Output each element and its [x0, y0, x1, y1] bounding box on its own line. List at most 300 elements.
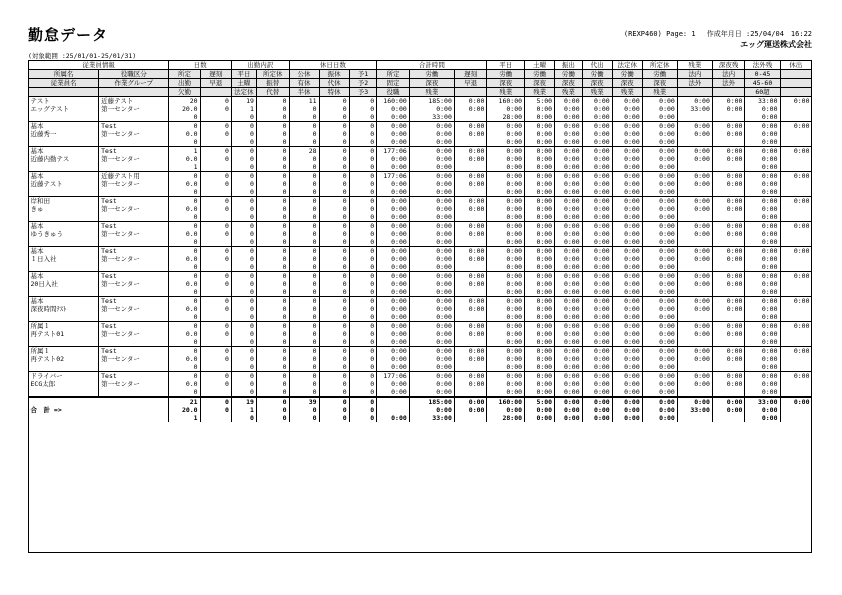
- value-cell: 0:00: [745, 355, 780, 363]
- value-cell: 0:00: [612, 113, 642, 122]
- value-cell: 0: [256, 305, 289, 313]
- value-cell: 0: [319, 288, 349, 297]
- value-cell: 0: [319, 155, 349, 163]
- value-cell: 0:00: [642, 397, 677, 406]
- value-cell: 0: [349, 238, 377, 247]
- value-cell: 0:00: [555, 255, 583, 263]
- employee-cell: 基本: [29, 222, 99, 231]
- value-cell: 0:00: [642, 313, 677, 322]
- value-cell: 0:00: [582, 338, 612, 347]
- table-row: [29, 297, 812, 306]
- value-cell: 0:00: [409, 205, 454, 213]
- value-cell: 0:00: [487, 213, 525, 222]
- value-cell: 0:00: [377, 180, 410, 188]
- group-cell: [99, 163, 169, 172]
- value-cell: 0:00: [745, 205, 780, 213]
- value-cell: 0: [200, 230, 231, 238]
- value-cell: 0: [319, 180, 349, 188]
- employee-cell: 再テスト02: [30, 355, 65, 363]
- employee-cell: [29, 138, 99, 147]
- value-cell: 0: [319, 372, 349, 381]
- header-cell: 労働: [582, 70, 612, 79]
- value-cell: 0:00: [612, 297, 642, 306]
- value-cell: 0: [231, 155, 256, 163]
- value-cell: 0: [231, 297, 256, 306]
- value-cell: 0:00: [409, 372, 454, 381]
- value-cell: 0:00: [487, 355, 525, 363]
- value-cell: 0:00: [487, 238, 525, 247]
- value-cell: [454, 388, 487, 397]
- value-cell: [454, 138, 487, 147]
- value-cell: 0:00: [555, 380, 583, 388]
- value-cell: 0:00: [377, 155, 410, 163]
- value-cell: 0:00: [555, 163, 583, 172]
- value-cell: 0:00: [555, 263, 583, 272]
- value-cell: 0:00: [745, 414, 780, 422]
- value-cell: 0:00: [487, 172, 525, 181]
- value-cell: 0: [256, 230, 289, 238]
- value-cell: 0:00: [677, 272, 712, 281]
- value-cell: [200, 263, 231, 272]
- value-cell: 0:00: [745, 313, 780, 322]
- value-cell: 0: [319, 414, 349, 422]
- value-cell: 0: [169, 313, 200, 322]
- value-cell: 0:00: [555, 363, 583, 372]
- value-cell: 0:00: [525, 363, 555, 372]
- value-cell: [200, 113, 231, 122]
- value-cell: 0: [256, 372, 289, 381]
- header-cell: 予3: [349, 88, 377, 97]
- value-cell: 0:00: [555, 347, 583, 356]
- value-cell: 0:00: [642, 338, 677, 347]
- table-row: [29, 122, 812, 131]
- value-cell: 0:00: [454, 205, 487, 213]
- value-cell: 0:00: [409, 272, 454, 281]
- header-cell: 残業: [487, 88, 525, 97]
- header-cell: 深夜: [612, 79, 642, 88]
- value-cell: 0:00: [745, 105, 780, 113]
- header-cell: 労働: [525, 70, 555, 79]
- value-cell: 0:00: [377, 205, 410, 213]
- employee-cell: [29, 238, 99, 247]
- value-cell: 0:00: [582, 197, 612, 206]
- value-cell: 0:00: [582, 105, 612, 113]
- value-cell: 0:00: [555, 397, 583, 406]
- value-cell: 0:00: [555, 113, 583, 122]
- value-cell: 0:00: [377, 388, 410, 397]
- value-cell: 0:00: [487, 180, 525, 188]
- header-cell: 60超: [745, 88, 780, 97]
- table-row: [29, 155, 812, 163]
- value-cell: 0:00: [525, 147, 555, 156]
- value-cell: 0: [319, 172, 349, 181]
- value-cell: 0:00: [409, 238, 454, 247]
- value-cell: 0:00: [377, 197, 410, 206]
- employee-cell: 基本: [29, 122, 99, 131]
- value-cell: 0: [256, 163, 289, 172]
- value-cell: [712, 238, 745, 247]
- value-cell: 0: [231, 213, 256, 222]
- value-cell: [200, 288, 231, 297]
- value-cell: 0: [256, 263, 289, 272]
- header-cell: 法定休: [231, 88, 256, 97]
- value-cell: [780, 230, 811, 238]
- employee-cell: 近藤内勤テス: [30, 155, 70, 163]
- value-cell: 0: [256, 147, 289, 156]
- value-cell: 0:00: [409, 406, 454, 414]
- value-cell: 0: [349, 388, 377, 397]
- value-cell: 0: [256, 363, 289, 372]
- target-period: (対象範囲 :25/01/01-25/01/31): [28, 52, 137, 60]
- employee-cell: 近藤テスト: [30, 180, 63, 188]
- value-cell: 0: [256, 272, 289, 281]
- value-cell: 0:00: [712, 147, 745, 156]
- value-cell: [780, 355, 811, 363]
- value-cell: 0:00: [525, 230, 555, 238]
- value-cell: 0:00: [642, 180, 677, 188]
- value-cell: 0: [256, 280, 289, 288]
- employee-cell: [29, 313, 99, 322]
- value-cell: 0:00: [487, 272, 525, 281]
- group-cell: [99, 288, 169, 297]
- header-cell: 代替: [256, 88, 289, 97]
- value-cell: 0:00: [525, 155, 555, 163]
- value-cell: [780, 213, 811, 222]
- value-cell: 0: [319, 280, 349, 288]
- group-cell: 第一センター: [99, 305, 169, 313]
- header-group-cell: 法定休: [612, 61, 642, 70]
- value-cell: 0:00: [409, 255, 454, 263]
- value-cell: 0:00: [377, 163, 410, 172]
- table-row: [29, 338, 812, 347]
- value-cell: [677, 113, 712, 122]
- table-row: [29, 372, 812, 381]
- value-cell: 11: [289, 97, 319, 106]
- value-cell: 0:00: [377, 138, 410, 147]
- value-cell: 0:00: [612, 230, 642, 238]
- value-cell: 0:00: [555, 305, 583, 313]
- value-cell: 0:00: [487, 305, 525, 313]
- value-cell: 0: [319, 355, 349, 363]
- value-cell: 0:00: [525, 406, 555, 414]
- value-cell: 0:00: [612, 322, 642, 331]
- value-cell: 0: [349, 330, 377, 338]
- value-cell: 0: [169, 372, 200, 381]
- value-cell: 0: [289, 388, 319, 397]
- table-row: [29, 347, 812, 356]
- value-cell: 0:00: [555, 188, 583, 197]
- table-row: [29, 288, 812, 297]
- value-cell: 0:00: [745, 338, 780, 347]
- group-cell: Test: [99, 347, 169, 356]
- value-cell: 0:00: [555, 355, 583, 363]
- value-cell: 0: [256, 330, 289, 338]
- value-cell: 0:00: [582, 205, 612, 213]
- value-cell: 0:00: [612, 172, 642, 181]
- value-cell: 0:00: [745, 305, 780, 313]
- header-cell: 所属名: [29, 70, 99, 79]
- value-cell: 0:00: [487, 122, 525, 131]
- value-cell: 0:00: [555, 272, 583, 281]
- value-cell: 0:00: [525, 305, 555, 313]
- value-cell: 0: [169, 138, 200, 147]
- value-cell: 0: [349, 280, 377, 288]
- value-cell: 0:00: [642, 230, 677, 238]
- value-cell: 33:00: [745, 97, 780, 106]
- value-cell: 0.0: [169, 305, 200, 313]
- value-cell: 0: [231, 163, 256, 172]
- value-cell: 0: [349, 130, 377, 138]
- value-cell: 0:00: [712, 380, 745, 388]
- value-cell: 0.0: [169, 230, 200, 238]
- value-cell: 0: [349, 297, 377, 306]
- value-cell: 0:00: [745, 363, 780, 372]
- value-cell: 0:00: [582, 172, 612, 181]
- value-cell: 0:00: [677, 130, 712, 138]
- value-cell: 0:00: [642, 238, 677, 247]
- employee-cell: [29, 113, 99, 122]
- value-cell: 0:00: [555, 388, 583, 397]
- value-cell: 0:00: [525, 297, 555, 306]
- value-cell: 0:00: [409, 363, 454, 372]
- value-cell: 0:00: [780, 247, 811, 256]
- value-cell: 0:00: [409, 280, 454, 288]
- value-cell: 0: [200, 255, 231, 263]
- value-cell: 0:00: [677, 222, 712, 231]
- group-cell: Test: [99, 122, 169, 131]
- value-cell: 0: [231, 180, 256, 188]
- value-cell: 0: [319, 188, 349, 197]
- value-cell: 0: [289, 105, 319, 113]
- value-cell: [200, 163, 231, 172]
- value-cell: 0:00: [555, 205, 583, 213]
- value-cell: 0: [169, 297, 200, 306]
- value-cell: 0: [289, 380, 319, 388]
- value-cell: [677, 388, 712, 397]
- table-row: [29, 330, 812, 338]
- employee-cell: [29, 163, 99, 172]
- table-row: [29, 138, 812, 147]
- value-cell: 0: [319, 338, 349, 347]
- value-cell: 0:00: [555, 147, 583, 156]
- value-cell: 0: [349, 313, 377, 322]
- value-cell: 0:00: [745, 180, 780, 188]
- value-cell: 0: [319, 363, 349, 372]
- value-cell: 0: [289, 288, 319, 297]
- value-cell: 0:00: [712, 305, 745, 313]
- value-cell: 0.0: [169, 180, 200, 188]
- value-cell: 0:00: [454, 280, 487, 288]
- value-cell: 0: [169, 188, 200, 197]
- header-cell: 出勤: [169, 79, 200, 88]
- value-cell: 160:00: [487, 397, 525, 406]
- value-cell: 0: [349, 380, 377, 388]
- value-cell: 0:00: [582, 322, 612, 331]
- value-cell: 0: [256, 297, 289, 306]
- value-cell: [677, 338, 712, 347]
- value-cell: 0: [349, 272, 377, 281]
- header-cell: 深夜: [642, 79, 677, 88]
- value-cell: 0: [349, 355, 377, 363]
- value-cell: 0:00: [487, 363, 525, 372]
- value-cell: 0: [169, 363, 200, 372]
- value-cell: 0:00: [525, 288, 555, 297]
- header-group-cell: 平日: [487, 61, 525, 70]
- value-cell: 0:00: [712, 247, 745, 256]
- value-cell: 0:00: [409, 172, 454, 181]
- group-cell: Test: [99, 322, 169, 331]
- value-cell: 0: [231, 172, 256, 181]
- value-cell: 0:00: [555, 180, 583, 188]
- value-cell: 0:00: [525, 255, 555, 263]
- value-cell: 0:00: [377, 330, 410, 338]
- value-cell: 0:00: [525, 272, 555, 281]
- value-cell: 0:00: [409, 305, 454, 313]
- value-cell: 1: [231, 406, 256, 414]
- header-cell: 深夜: [582, 79, 612, 88]
- group-cell: 近藤テスト: [99, 97, 169, 106]
- table-row: [29, 380, 812, 388]
- value-cell: 0:00: [409, 197, 454, 206]
- value-cell: 21: [169, 397, 200, 406]
- value-cell: [454, 163, 487, 172]
- value-cell: 20.0: [169, 105, 200, 113]
- value-cell: 0:00: [377, 213, 410, 222]
- value-cell: 0.0: [169, 255, 200, 263]
- value-cell: 0:00: [525, 414, 555, 422]
- value-cell: 0: [231, 414, 256, 422]
- header-cell: [780, 88, 811, 97]
- value-cell: 19: [231, 97, 256, 106]
- value-cell: 0:00: [525, 313, 555, 322]
- value-cell: 0:00: [377, 222, 410, 231]
- value-cell: 0:00: [745, 263, 780, 272]
- value-cell: 0: [289, 163, 319, 172]
- value-cell: 0:00: [525, 355, 555, 363]
- value-cell: 0:00: [487, 247, 525, 256]
- value-cell: 0:00: [454, 222, 487, 231]
- value-cell: [200, 388, 231, 397]
- value-cell: [454, 414, 487, 422]
- value-cell: 0:00: [780, 197, 811, 206]
- value-cell: 0:00: [487, 263, 525, 272]
- value-cell: 0:00: [454, 297, 487, 306]
- value-cell: 0: [319, 255, 349, 263]
- value-cell: 0:00: [454, 197, 487, 206]
- value-cell: 0:00: [712, 105, 745, 113]
- value-cell: [677, 288, 712, 297]
- value-cell: 0: [289, 322, 319, 331]
- header-cell: 役職: [377, 88, 410, 97]
- value-cell: 0:00: [745, 230, 780, 238]
- group-cell: 第一センター: [99, 180, 169, 188]
- header-cell: 労働: [555, 70, 583, 79]
- employee-cell: [29, 288, 99, 297]
- value-cell: 0:00: [642, 122, 677, 131]
- header-cell: 45-60: [745, 79, 780, 88]
- value-cell: [200, 238, 231, 247]
- value-cell: 0:00: [454, 230, 487, 238]
- value-cell: 0:00: [745, 197, 780, 206]
- value-cell: 0:00: [487, 280, 525, 288]
- value-cell: 0:00: [454, 380, 487, 388]
- value-cell: 0:00: [642, 213, 677, 222]
- value-cell: 0:00: [409, 222, 454, 231]
- value-cell: [780, 105, 811, 113]
- value-cell: 0:00: [454, 406, 487, 414]
- header-cell: 労働: [409, 70, 454, 79]
- value-cell: 0:00: [582, 222, 612, 231]
- value-cell: 0:00: [555, 414, 583, 422]
- value-cell: 0: [256, 355, 289, 363]
- value-cell: 0:00: [745, 380, 780, 388]
- value-cell: 0: [319, 406, 349, 414]
- value-cell: 0: [319, 147, 349, 156]
- value-cell: 0: [319, 97, 349, 106]
- group-cell: [99, 113, 169, 122]
- value-cell: 0:00: [525, 347, 555, 356]
- value-cell: [712, 414, 745, 422]
- value-cell: 0:00: [409, 147, 454, 156]
- employee-cell: 基本: [29, 147, 99, 156]
- value-cell: 0: [256, 414, 289, 422]
- value-cell: 0:00: [712, 97, 745, 106]
- value-cell: 0: [319, 130, 349, 138]
- value-cell: 0:00: [555, 138, 583, 147]
- value-cell: 0:00: [677, 197, 712, 206]
- value-cell: 1: [169, 414, 200, 422]
- value-cell: 0:00: [377, 130, 410, 138]
- value-cell: 0:00: [582, 130, 612, 138]
- value-cell: 0:00: [377, 247, 410, 256]
- value-cell: 0: [256, 138, 289, 147]
- group-cell: 第一センター: [99, 205, 169, 213]
- header-group-cell: 土曜: [525, 61, 555, 70]
- value-cell: 0: [319, 380, 349, 388]
- value-cell: 0:00: [612, 280, 642, 288]
- table-row: [29, 180, 812, 188]
- value-cell: 0:00: [612, 122, 642, 131]
- value-cell: 0:00: [582, 414, 612, 422]
- value-cell: 0:00: [712, 230, 745, 238]
- value-cell: 0: [289, 213, 319, 222]
- value-cell: 0:00: [745, 255, 780, 263]
- value-cell: 0:00: [555, 238, 583, 247]
- header-cell: 残業: [555, 88, 583, 97]
- value-cell: 0: [289, 363, 319, 372]
- group-cell: Test: [99, 147, 169, 156]
- value-cell: 0: [169, 222, 200, 231]
- value-cell: 0:00: [642, 280, 677, 288]
- value-cell: 0:00: [712, 397, 745, 406]
- value-cell: 0:00: [525, 380, 555, 388]
- value-cell: 0: [319, 138, 349, 147]
- value-cell: [454, 313, 487, 322]
- value-cell: [454, 188, 487, 197]
- value-cell: 0: [289, 197, 319, 206]
- value-cell: [712, 113, 745, 122]
- value-cell: [677, 414, 712, 422]
- value-cell: 0:00: [612, 338, 642, 347]
- value-cell: 0:00: [582, 97, 612, 106]
- value-cell: 0:00: [409, 355, 454, 363]
- value-cell: 1: [169, 163, 200, 172]
- value-cell: 0: [319, 105, 349, 113]
- header-cell: 法外: [677, 79, 712, 88]
- value-cell: 0: [231, 330, 256, 338]
- table-row: [29, 305, 812, 313]
- value-cell: 0: [319, 305, 349, 313]
